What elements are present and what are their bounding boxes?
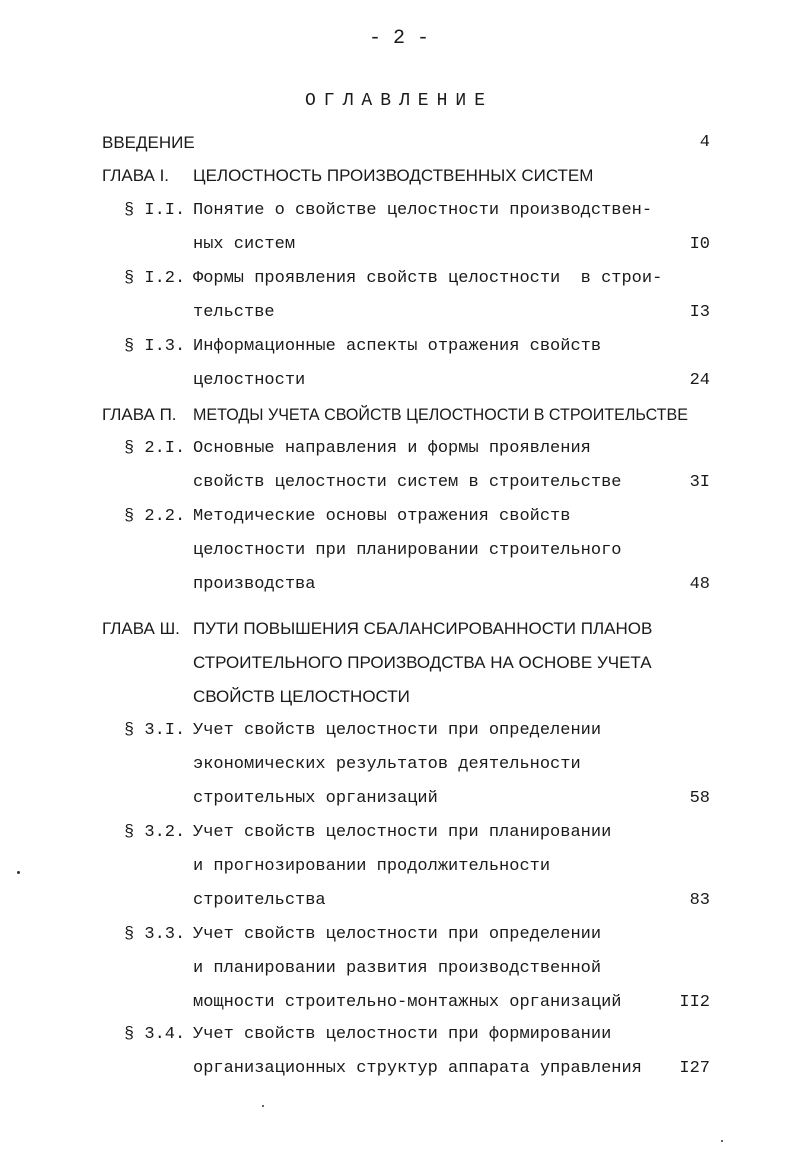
chapter-1-label: ГЛАВА I. [102,166,170,185]
section-2-2-line-3: производства [193,575,316,594]
section-3-1-line-1: Учет свойств целостности при определении [193,721,602,740]
chapter-2-label: ГЛАВА П. [102,405,177,424]
section-3-4-line-2: организационных структур аппарата управления [193,1059,642,1078]
section-1-1-page: I0 [689,235,710,254]
toc-title: ОГЛАВЛЕНИЕ [304,91,494,111]
section-3-2-page: 83 [689,891,710,910]
section-2-1-number: § 2.I. [124,439,186,458]
section-1-3-number: § I.3. [124,337,186,356]
section-2-2-number: § 2.2. [124,507,186,526]
section-3-3-number: § 3.3. [124,925,186,944]
section-1-2-number: § I.2. [124,269,186,288]
chapter-3-title-line-3: СВОЙСТВ ЦЕЛОСТНОСТИ [193,687,410,706]
chapter-1-title: ЦЕЛОСТНОСТЬ ПРОИЗВОДСТВЕННЫХ СИСТЕМ [193,166,594,185]
section-2-2-page: 48 [689,575,710,594]
chapter-3-label: ГЛАВА Ш. [102,619,180,638]
section-2-1-line-2: свойств целостности систем в строительстве [193,473,622,492]
section-3-3-page: II2 [679,993,710,1012]
section-3-3-line-3: мощности строительно-монтажных организаций [193,993,622,1012]
scan-speck [17,871,20,874]
section-1-1-number: § I.I. [124,201,186,220]
section-2-1-page: 3I [689,473,710,492]
scan-speck [721,1140,723,1142]
section-3-1-line-2: экономических результатов деятельности [193,755,581,774]
chapter-3-title-line-1: ПУТИ ПОВЫШЕНИЯ СБАЛАНСИРОВАННОСТИ ПЛАНОВ [193,619,653,638]
section-3-3-line-2: и планировании развития производственной [193,959,602,978]
section-3-2-line-1: Учет свойств целостности при планировании [193,823,612,842]
section-3-4-line-1: Учет свойств целостности при формировании [193,1025,612,1044]
section-2-1-line-1: Основные направления и формы проявления [193,439,591,458]
section-3-2-line-3: строительства [193,891,326,910]
section-3-2-number: § 3.2. [124,823,186,842]
scan-speck [262,1105,264,1107]
section-1-2-line-2: тельстве [193,303,275,322]
toc-intro-label: ВВЕДЕНИЕ [102,133,195,152]
section-1-3-line-1: Информационные аспекты отражения свойств [193,337,602,356]
section-3-1-page: 58 [689,789,710,808]
toc-intro-page: 4 [699,133,710,152]
section-1-2-line-1: Формы проявления свойств целостности в строи- [193,269,663,288]
section-3-1-number: § 3.I. [124,721,186,740]
section-3-3-line-1: Учет свойств целостности при определении [193,925,602,944]
page-number: - 2 - [368,27,429,50]
section-3-2-line-2: и прогнозировании продолжительности [193,857,551,876]
section-1-3-line-2: целостности [193,371,306,390]
chapter-3-title-line-2: СТРОИТЕЛЬНОГО ПРОИЗВОДСТВА НА ОСНОВЕ УЧЕТА [193,653,652,672]
section-2-2-line-1: Методические основы отражения свойств [193,507,571,526]
section-2-2-line-2: целостности при планировании строительного [193,541,622,560]
section-3-4-page: I27 [679,1059,710,1078]
chapter-2-title: МЕТОДЫ УЧЕТА СВОЙСТВ ЦЕЛОСТНОСТИ В СТРОИТЕЛЬСТВЕ [193,405,688,424]
section-1-3-page: 24 [689,371,710,390]
section-3-4-number: § 3.4. [124,1025,186,1044]
section-1-1-line-1: Понятие о свойстве целостности производствен- [193,201,653,220]
section-1-1-line-2: ных систем [193,235,296,254]
section-3-1-line-3: строительных организаций [193,789,438,808]
section-1-2-page: I3 [689,303,710,322]
